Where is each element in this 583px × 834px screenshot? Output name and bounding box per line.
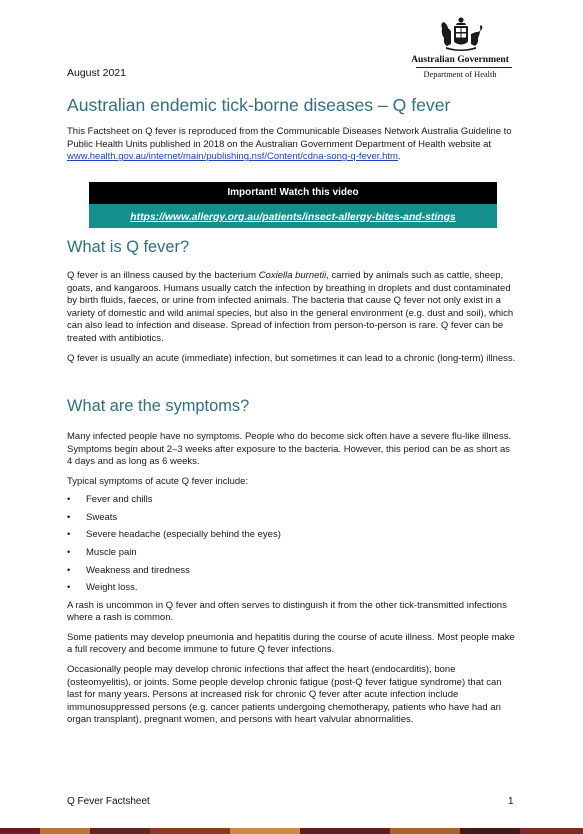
video-box-link-bar bbox=[89, 204, 497, 228]
publication-date: August 2021 bbox=[67, 67, 126, 79]
list-item: • Fever and chills bbox=[67, 494, 517, 507]
health-website-link[interactable]: www.health.gov.au/internet/main/publishing.nsf/Content/cdna-song-q-fever.htm bbox=[67, 151, 398, 163]
section-what-is-body bbox=[67, 270, 517, 365]
section-symptoms-body bbox=[67, 431, 517, 727]
government-divider bbox=[416, 67, 512, 68]
paragraph bbox=[67, 270, 517, 346]
bacterium-name: Coxiella burnetii bbox=[258, 270, 327, 281]
paragraph: Q fever is usually an acute (immediate) infection, but sometimes it can lead to a chronic (long-term) illness. bbox=[67, 352, 516, 364]
department-name: Department of Health bbox=[423, 70, 497, 79]
paragraph: Many infected people have no symptoms. People who do become sick often have a severe flu-like illness. Symptoms begin about 2–3 weeks after exposure to the bacteria. However, this period can be as short as 4 days and as long as 6 weeks. bbox=[67, 431, 512, 468]
paragraph: A rash is uncommon in Q fever and often serves to distinguish it from the other tick-transmitted infections where a rash is common. bbox=[67, 599, 507, 624]
list-item: • Weight loss. bbox=[67, 582, 517, 595]
footer-title: Q Fever Factsheet bbox=[67, 796, 150, 807]
coat-of-arms-icon bbox=[438, 16, 484, 52]
list-item: • Sweats bbox=[67, 512, 517, 525]
section-heading-symptoms: What are the symptoms? bbox=[67, 397, 250, 415]
intro-paragraph bbox=[67, 126, 515, 164]
intro-end: . bbox=[397, 151, 401, 163]
list-item: • Weakness and tiredness bbox=[67, 565, 517, 578]
text: , carried by animals such as cattle, sheep, goats, and kangaroos. Humans usually catch the infection by breathing in droplets and dust contaminated by birth fluids, faeces, or urine from infected animals. The bacteria that cause Q fever not only exist in a variety of domestic and wild animal species, but also in the general environment (e.g. dust and soil), which can also lead to infection and disease. Spread of infection from person-to-person is rare. Q fever can be treated with antibiotics. bbox=[67, 270, 514, 344]
bottom-decorative-bar bbox=[0, 828, 583, 834]
paragraph: Typical symptoms of acute Q fever include: bbox=[67, 475, 249, 487]
intro-text: This Factsheet on Q fever is reproduced from the Communicable Diseases Network Australia Guideline to Public Health Units published in 2018 on the Australian Government Department of Health website at bbox=[67, 126, 512, 150]
text: Q fever is an illness caused by the bacterium bbox=[67, 270, 259, 281]
section-heading-what-is: What is Q fever? bbox=[67, 238, 190, 256]
paragraph: Occasionally people may develop chronic infections that affect the heart (endocarditis), bone (osteomyelitis), or joints. Some people develop chronic fatigue (post-Q fever fatigue syndrome) that can last for many years. Persons at increased risk for chronic Q fever after acute infection include immunosuppressed persons (e.g. cancer patients undergoing chemotherapy, patients who have had an organ transplant), pregnant women, and persons with heart valvular abnormalities. bbox=[67, 663, 502, 726]
video-link[interactable]: https://www.allergy.org.au/patients/insect-allergy-bites-and-stings bbox=[130, 212, 456, 223]
page-number: 1 bbox=[508, 796, 514, 807]
government-name: Australian Government bbox=[411, 54, 509, 65]
list-item: • Muscle pain bbox=[67, 547, 517, 560]
page-title: Australian endemic tick-borne diseases – Q fever bbox=[67, 95, 451, 115]
paragraph: Some patients may develop pneumonia and hepatitis during the course of acute illness. Most people make a full recovery and become immune to future Q fever infections. bbox=[67, 631, 515, 656]
list-item: • Severe headache (especially behind the eyes) bbox=[67, 529, 517, 542]
video-box-heading: Important! Watch this video bbox=[89, 182, 497, 204]
symptom-list bbox=[67, 494, 517, 594]
